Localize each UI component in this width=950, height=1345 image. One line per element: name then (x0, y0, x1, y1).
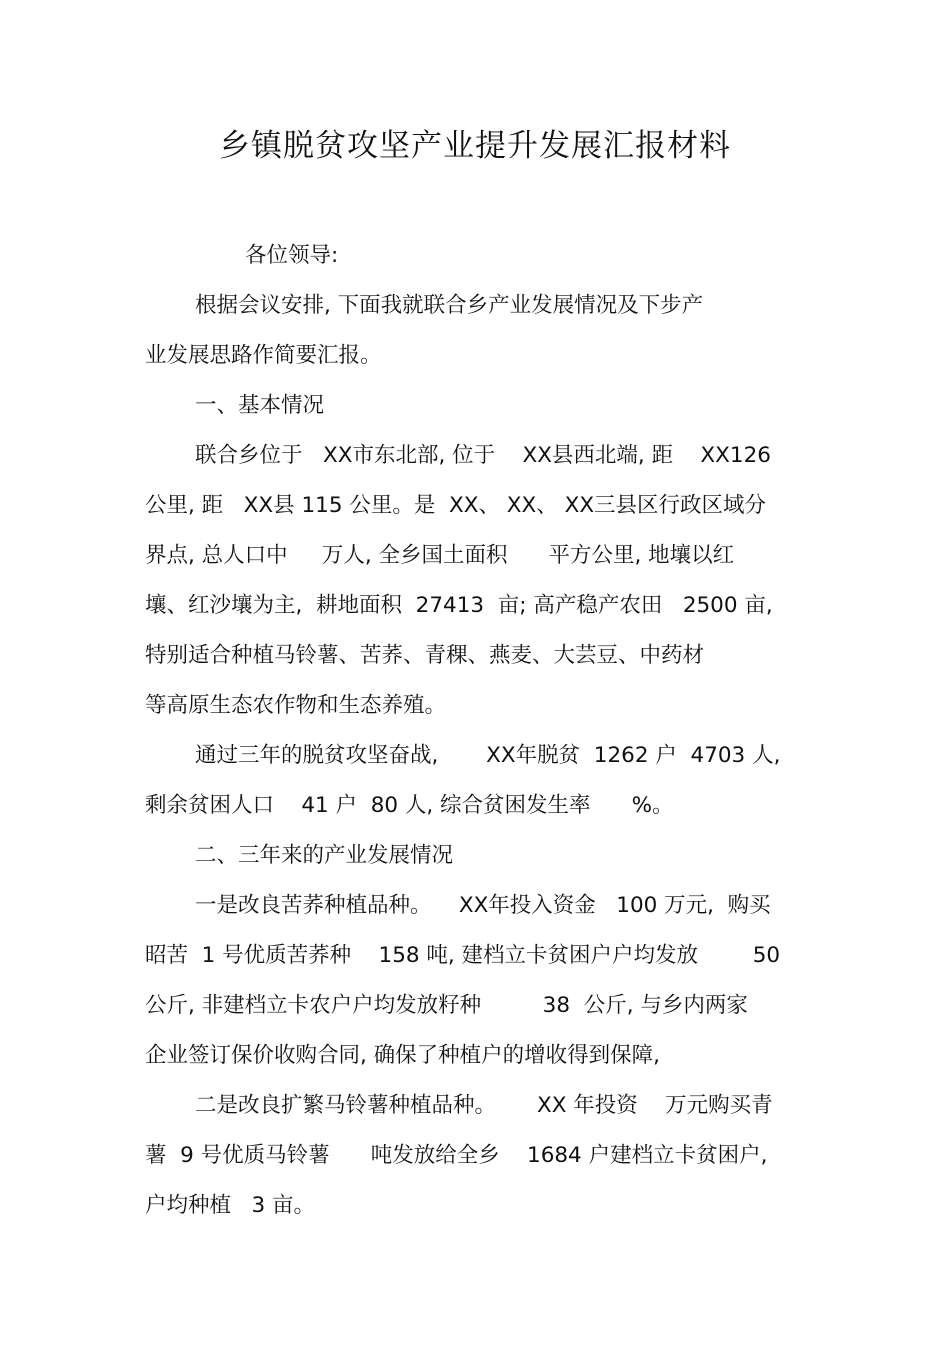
paragraph-line: 公里, 距 XX县 115 公里。是 XX、 XX、 XX三县区行政区域分 (145, 493, 767, 518)
paragraph-line: 昭苦 1 号优质苦荞种 158 吨, 建档立卡贫困户户均发放 50 (145, 943, 781, 968)
paragraph-line: 界点, 总人口中 万人, 全乡国土面积 平方公里, 地壤以红 (145, 543, 735, 568)
paragraph-line: 业发展思路作简要汇报。 (145, 343, 382, 368)
paragraph-line: 通过三年的脱贫攻坚奋战, XX年脱贫 1262 户 4703 人, (195, 743, 781, 768)
paragraph-line: 等高原生态农作物和生态养殖。 (145, 693, 447, 718)
paragraph-line: 二是改良扩繁马铃薯种植品种。 XX 年投资 万元购买青 (195, 1093, 773, 1118)
paragraph-line: 户均种植 3 亩。 (145, 1193, 316, 1218)
paragraph-line: 剩余贫困人口 41 户 80 人, 综合贫困发生率 %。 (145, 793, 674, 818)
paragraph-line: 壤、红沙壤为主, 耕地面积 27413 亩; 高产稳产农田 2500 亩, (145, 593, 773, 618)
salutation: 各位领导: (245, 243, 339, 268)
document-title: 乡镇脱贫攻坚产业提升发展汇报材料 (219, 128, 731, 164)
paragraph-line: 薯 9 号优质马铃薯 吨发放给全乡 1684 户建档立卡贫困户, (145, 1143, 768, 1168)
section-heading: 一、基本情况 (195, 393, 325, 418)
paragraph-line: 企业签订保价收购合同, 确保了种植户的增收得到保障, (145, 1043, 661, 1068)
section-heading: 二、三年来的产业发展情况 (195, 843, 454, 868)
paragraph-line: 公斤, 非建档立卡农户户均发放籽种 38 公斤, 与乡内两家 (145, 993, 748, 1018)
paragraph-line: 根据会议安排, 下面我就联合乡产业发展情况及下步产 (195, 293, 704, 318)
paragraph-line: 特别适合种植马铃薯、苦荞、青稞、燕麦、大芸豆、中药材 (145, 643, 705, 668)
paragraph-line: 联合乡位于 XX市东北部, 位于 XX县西北端, 距 XX126 (195, 443, 771, 468)
paragraph-line: 一是改良苦荞种植品种。 XX年投入资金 100 万元, 购买 (195, 893, 771, 918)
